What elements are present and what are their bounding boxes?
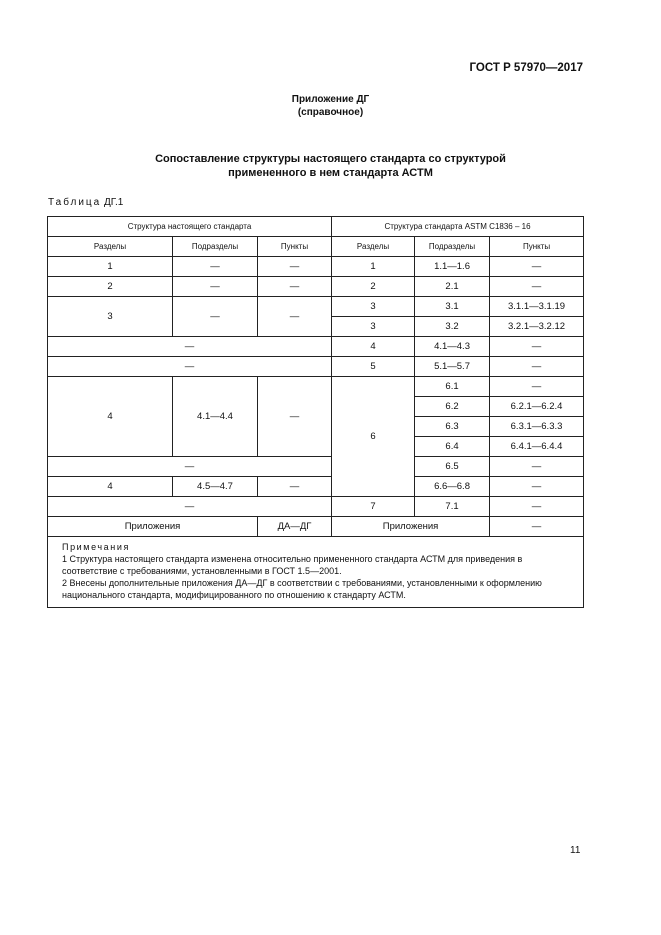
cell: 6.3 [415,417,490,437]
cell: — [173,277,258,297]
cell: — [490,457,584,477]
table-caption-word: Таблица [48,197,102,208]
cell: 6.2 [415,397,490,417]
cell: 7 [332,497,415,517]
cell: 6.5 [415,457,490,477]
cell: — [490,257,584,277]
note-1: 1 Структура настоящего стандарта изменена относительно примененного стандарта АСТМ для приведения в соответствие с требованиями, установленными в ГОСТ 1.5—2001. [62,554,523,576]
table-row [48,517,584,537]
cell: — [490,337,584,357]
cell: ДА—ДГ [258,517,332,537]
cell: 2 [48,277,173,297]
col-header-subsections-right: Подразделы [415,237,490,257]
cell: 6.1 [415,377,490,397]
appendix-title: Приложение ДГ [291,94,370,105]
cell: 4.1—4.4 [173,377,258,457]
cell: 1 [48,257,173,277]
section-heading [0,152,661,180]
cell: — [258,257,332,277]
cell: 2.1 [415,277,490,297]
cell: 2 [332,277,415,297]
column-header-row [48,237,584,257]
notes-title: Примечания [62,542,130,552]
cell: — [490,357,584,377]
table-caption [48,197,123,208]
cell: Приложения [48,517,258,537]
table-row [48,357,584,377]
cell: 6.4 [415,437,490,457]
table-row [48,377,584,397]
note-2: 2 Внесены дополнительные приложения ДА—ДГ в соответствии с требованиями, установленными к оформлению национального стандарта, модифицированного по отношению к стандарту АСТМ. [62,578,542,600]
col-header-sections-right: Разделы [332,237,415,257]
cell: 3.1 [415,297,490,317]
cell: 3.2 [415,317,490,337]
table-row [48,497,584,517]
appendix-heading [0,93,661,119]
table-row [48,477,584,497]
cell: — [490,377,584,397]
cell: 3.1.1—3.1.19 [490,297,584,317]
cell: 3 [332,297,415,317]
page-number: 11 [570,845,581,856]
notes-row [48,537,584,608]
table-row [48,257,584,277]
cell: — [490,277,584,297]
col-header-subsections-left: Подразделы [173,237,258,257]
cell: 5 [332,357,415,377]
cell: — [173,257,258,277]
cell: — [48,337,332,357]
group-header-row [48,217,584,237]
group-header-left: Структура настоящего стандарта [48,217,332,237]
cell: 6.6—6.8 [415,477,490,497]
cell: — [48,357,332,377]
table-row [48,297,584,317]
col-header-items-right: Пункты [490,237,584,257]
cell: Приложения [332,517,490,537]
cell: 3 [48,297,173,337]
table-caption-id: ДГ.1 [104,197,124,208]
cell: — [48,457,332,477]
col-header-sections-left: Разделы [48,237,173,257]
cell: 6.2.1—6.2.4 [490,397,584,417]
document-code: ГОСТ Р 57970—2017 [469,62,583,74]
cell: 4.5—4.7 [173,477,258,497]
cell: — [258,477,332,497]
cell: 6.3.1—6.3.3 [490,417,584,437]
heading-line-2: примененного в нем стандарта АСТМ [228,167,433,179]
cell: 1.1—1.6 [415,257,490,277]
cell: 4 [332,337,415,357]
table-row [48,337,584,357]
notes-cell [48,537,584,608]
cell: 1 [332,257,415,277]
cell: 5.1—5.7 [415,357,490,377]
cell: — [48,497,332,517]
comparison-table [47,216,584,608]
table-row [48,277,584,297]
cell: — [258,377,332,457]
cell: 4 [48,377,173,457]
group-header-right: Структура стандарта ASTM C1836 – 16 [332,217,584,237]
cell: — [173,297,258,337]
cell: — [490,517,584,537]
cell: 3 [332,317,415,337]
cell: 7.1 [415,497,490,517]
heading-line-1: Сопоставление структуры настоящего стандарта со структурой [155,153,506,165]
cell: — [490,497,584,517]
col-header-items-left: Пункты [258,237,332,257]
cell: — [258,277,332,297]
cell: 3.2.1—3.2.12 [490,317,584,337]
cell: 6.4.1—6.4.4 [490,437,584,457]
cell: — [258,297,332,337]
appendix-subtitle: (справочное) [297,107,364,118]
cell: — [490,477,584,497]
cell: 6 [332,377,415,497]
table-row [48,457,584,477]
cell: 4.1—4.3 [415,337,490,357]
cell: 4 [48,477,173,497]
